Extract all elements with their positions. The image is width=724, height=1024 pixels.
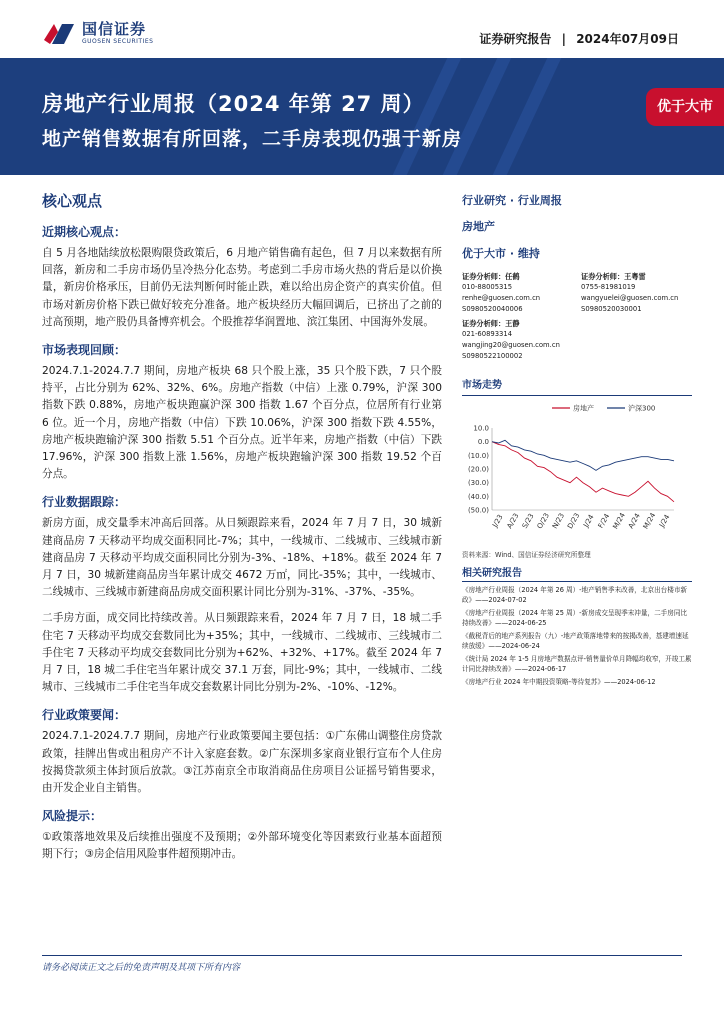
analyst-column: [462, 271, 573, 362]
x-tick-label: A/24: [626, 512, 642, 530]
x-tick-label: O/23: [535, 511, 552, 531]
x-tick-label: D/23: [566, 511, 582, 531]
related-report[interactable]: 《房地产行业周报（2024 年第 25 周）-新房成交呈现季末冲量，二手房同比持续改善》——2024-06-25: [462, 609, 688, 627]
analyst-phone: 010-88005315: [462, 283, 513, 291]
section-title: 风险提示：: [42, 809, 103, 824]
related-report[interactable]: 《房地产行业周报（2024 年第 26 周）-地产销售季末改善，北京出台楼市新政》——2024-07-02: [462, 586, 688, 604]
analyst-name: 证券分析师：任鹤: [462, 272, 520, 281]
core-views: [42, 190, 442, 864]
section-paragraph: 二手房方面，成交同比持续改善。从日频跟踪来看，2024 年 7 月 7 日，18 城二手住宅 7 天移动平均成交套数同比为+35%；其中，一线城市、二线城市、三线城市二手住宅 7 天移动平均成交套数同比分别为+62%、+32%、+17%。截至 2024 年 7 月 7 日，18 城二手住宅当年累计成交 37.1 万套，同比-9%；其中，一线城市、二线城市、三线城市二手住宅当年成交套数累计同比分别为-2%、-10%、-12%。: [42, 612, 442, 694]
x-tick-label: N/23: [550, 511, 567, 531]
report-category: 行业研究 · 行业周报: [462, 194, 562, 207]
y-tick-label: (40.0): [467, 492, 489, 501]
x-tick-label: J/23: [491, 513, 505, 529]
analyst-phone: 021-60893314: [462, 330, 513, 338]
related-report[interactable]: 《截税背后的地产系列报告（九）-地产政策落地带来的按揭改善，基建增速延续放缓》——2024-06-24: [462, 632, 689, 650]
analyst-cert: S0980520030001: [581, 305, 642, 313]
y-tick-label: 10.0: [473, 424, 489, 433]
related-title: 相关研究报告: [462, 564, 692, 582]
x-tick-label: A/23: [505, 512, 521, 530]
chart-title: 市场走势: [462, 380, 502, 391]
analyst-email[interactable]: renhe@guosen.com.cn: [462, 294, 541, 302]
core-heading: 核心观点: [42, 192, 103, 210]
chart-source: 资料来源：Wind、国信证券经济研究所整理: [462, 551, 591, 559]
report-subtitle: 地产销售数据有所回落，二手房表现仍强于新房: [42, 128, 463, 150]
related-report[interactable]: 《统计局 2024 年 1-5 月房地产数据点评-销售量价单月降幅均收窄，开竣工累计同比持续改善》——2024-06-17: [462, 655, 692, 673]
analyst-cert: S0980520040006: [462, 305, 523, 313]
doc-type-label: 证券研究报告: [479, 32, 552, 46]
x-tick-label: J/24: [582, 513, 596, 529]
section-title: 市场表现回顾：: [42, 343, 127, 358]
y-tick-label: (10.0): [467, 451, 489, 460]
analyst-email[interactable]: wangjing20@guosen.com.cn: [462, 341, 560, 349]
doc-type-separator: |: [561, 32, 566, 46]
section-paragraph: 新房方面，成交量季末冲高后回落。从日频跟踪来看，2024 年 7 月 7 日，30 城新建商品房 7 天移动平均成交面积同比-7%；其中，一线城市、二线城市、三线城市新建商品房 7 天移动平均成交面积同比分别为-3%、-18%、+18%。截至 2024 年 7 月 7 日，30 城新建商品房当年累计成交 4672 万㎡，同比-35%；其中，一线城市、二线城市、三线城市新建商品房成交面积累计同比分别为-31%、-37%、-35%。: [42, 517, 442, 599]
x-tick-label: M/24: [641, 511, 658, 531]
x-tick-label: J/24: [657, 513, 672, 529]
y-tick-label: (20.0): [467, 465, 489, 474]
analyst-name: 证券分析师：王静: [462, 319, 520, 328]
logo-en: GUOSEN SECURITIES: [82, 37, 154, 45]
section-paragraph: 自 5 月各地陆续放松限购限贷政策后，6 月地产销售确有起色，但 7 月以来数据有所回落，新房和二手房市场仍呈冷热分化态势。考虑到二手房市场火热的背后是以价换量，新房价格承压，目前仍无法判断何时能止跌，难以给出房企资产的真实价值。但市场对新房价格下跌已做好较充分准备。地产板块经历大幅回调后，已挤出了之前的过高预期，地产股仍具备博弈机会。个股推荐华润置地、滨江集团、中国海外发展。: [42, 247, 442, 328]
y-tick-label: (30.0): [467, 479, 489, 488]
analyst-column: [581, 271, 692, 362]
market-trend-chart: [462, 395, 692, 545]
x-tick-label: F/24: [596, 512, 612, 530]
section-paragraph: 2024.7.1-2024.7.7 期间，房地产行业政策要闻主要包括：①广东佛山调整住房贷款政策，挂牌出售或出租房产不计入家庭套数。②广东深圳多家商业银行宣布个人住房按揭贷款须主体封顶后放款。③江苏南京全市取消商品住房项目公证摇号销售要求，由开发企业自主销售。: [42, 730, 442, 795]
report-date: 2024年07月09日: [576, 32, 679, 46]
chart-svg: [462, 396, 692, 544]
section-title: 近期核心观点：: [42, 225, 127, 239]
legend-label: 房地产: [573, 404, 594, 413]
analyst-phone: 0755-81981019: [581, 283, 636, 291]
section-title: 行业数据跟踪：: [42, 495, 127, 510]
related-report[interactable]: 《房地产行业 2024 年中期投资策略-等待复苏》——2024-06-12: [462, 678, 656, 686]
guosen-logo: [42, 20, 153, 46]
series-line-realestate: [492, 442, 674, 502]
title-banner: [0, 58, 724, 175]
x-tick-label: M/24: [611, 511, 627, 531]
analyst-email[interactable]: wangyuelei@guosen.com.cn: [581, 294, 679, 302]
y-tick-label: 0.0: [477, 438, 489, 447]
section-paragraph: 2024.7.1-2024.7.7 期间，房地产板块 68 只个股上涨，35 只个股下跌，7 只个股持平，占比分别为 62%、32%、6%。房地产指数（中信）上涨 0.79%，沪深 300 指数下跌 0.88%，房地产板块跑赢沪深 300 指数 1.67 个百分点，位居所有行业第 6 位。近一个月，房地产指数（中信）下跌 10.06%，沪深 300 指数下跌 4.55%，房地产板块跑输沪深 300 指数 5.51 个百分点。近半年来，房地产指数（中信）下跌 17.96%，沪深 300 指数上涨 1.56%，房地产板块跑输沪深 300 指数 19.52 个百分点。: [42, 365, 442, 481]
footer-divider: [42, 955, 682, 956]
x-tick-label: S/23: [520, 512, 536, 530]
legend-label: 沪深300: [628, 404, 656, 413]
doc-type: [479, 30, 679, 47]
analyst-name: 证券分析师：王粤雷: [581, 272, 646, 281]
series-line-hs300: [492, 440, 674, 470]
report-title: 房地产行业周报（2024 年第 27 周）: [42, 92, 425, 116]
y-tick-label: (50.0): [467, 506, 489, 515]
industry-rating: 优于大市 · 维持: [462, 247, 540, 260]
section-paragraph: ①政策落地效果及后续推出强度不及预期；②外部环境变化等因素致行业基本面超预期下行；③房企信用风险事件超预期冲击。: [42, 831, 442, 861]
industry-name: 房地产: [462, 220, 495, 233]
report-header: [0, 0, 724, 58]
sidebar: [462, 192, 692, 688]
rating-badge: 优于大市: [646, 88, 724, 126]
analyst-block: [462, 271, 692, 362]
logo-icon: [42, 20, 76, 46]
footer-disclaimer: 请务必阅读正文之后的免责声明及其项下所有内容: [42, 963, 241, 973]
logo-cn: 国信证券: [82, 19, 147, 38]
analyst-cert: S0980522100002: [462, 352, 523, 360]
section-title: 行业政策要闻：: [42, 708, 127, 723]
